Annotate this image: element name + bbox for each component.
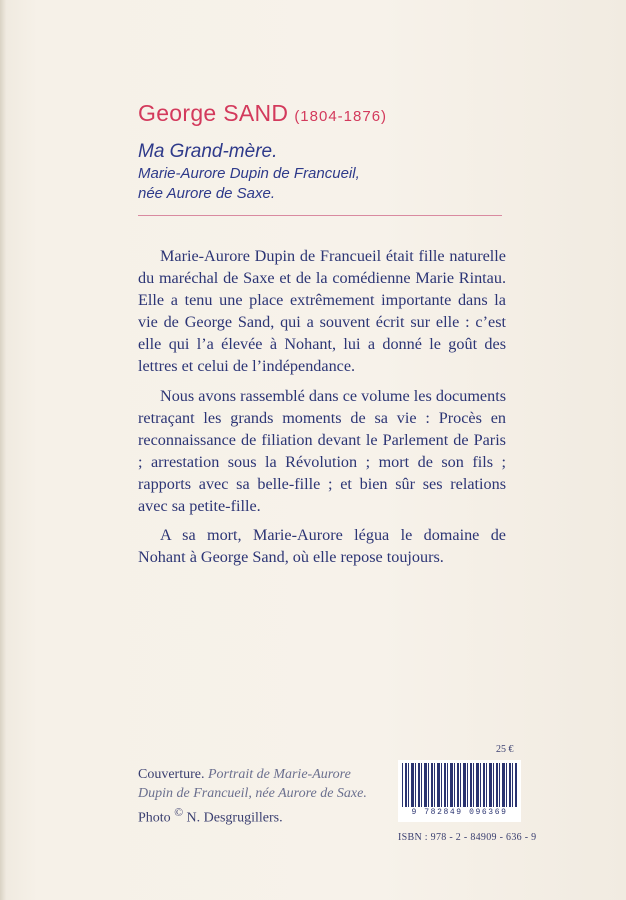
- author-dates: (1804-1876): [294, 108, 388, 125]
- blurb-paragraph-2: Nous avons rassemblé dans ce volume les documents retraçant les grands moments de sa vie : Procès en reconnaissance de filiation devant le Parlement de Paris ; arrestation sous la Révolution ; mort de son fils ; rapports avec sa belle-fille ; et bien sûr ses relations avec sa petite-fille.: [138, 386, 506, 516]
- cover-credits: [138, 765, 388, 828]
- subtitle-line-1: Marie-Aurore Dupin de Francueil,: [138, 165, 360, 182]
- cover-label: Couverture.: [138, 767, 205, 782]
- price-label: 25 €: [496, 744, 514, 755]
- photo-label: Photo: [138, 810, 171, 826]
- barcode-bars: [402, 763, 517, 807]
- header-divider: [138, 215, 502, 216]
- author-name: George SAND: [138, 100, 289, 126]
- subtitle-line-2: née Aurore de Saxe.: [138, 185, 276, 202]
- copyright-symbol: ©: [174, 806, 184, 819]
- blurb-paragraph-1: Marie-Aurore Dupin de Francueil était fille naturelle du maréchal de Saxe et de la comédienne Marie Rintau. Elle a tenu une place extrêmement importante dans la vie de George Sand, qui a souvent écrit sur elle : c’est elle qui l’a élevée à Nohant, lui a donné le goût des lettres et celui de l’indépendance.: [138, 247, 506, 376]
- cover-description: Portrait de Marie-Aurore Dupin de Francueil, née Aurore de Saxe.: [138, 767, 367, 801]
- barcode: [398, 760, 521, 822]
- book-title: Ma Grand-mère.: [138, 141, 278, 162]
- author-line: [138, 100, 508, 127]
- header: [138, 100, 508, 203]
- barcode-digits: 9 782849 096369: [411, 808, 508, 817]
- blurb-paragraph-3: A sa mort, Marie-Aurore légua le domaine de Nohant à George Sand, où elle repose toujours.: [138, 526, 506, 567]
- photographer-name: N. Desgrugillers.: [186, 810, 283, 826]
- spine-edge: [0, 0, 6, 900]
- blurb: [138, 245, 506, 575]
- isbn-label: ISBN : 978 - 2 - 84909 - 636 - 9: [398, 832, 537, 843]
